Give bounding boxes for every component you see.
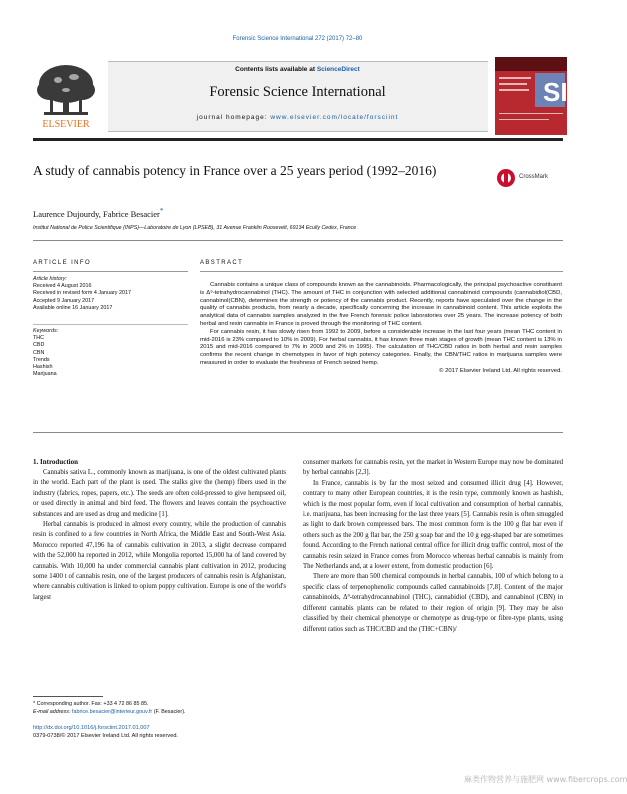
affiliation-rule [33,240,563,241]
keyword-item: CBN [33,349,45,356]
footnote-rule [33,696,103,697]
keyword-item: Hashish [33,364,53,371]
article-info-heading: ARTICLE INFO [33,260,92,266]
author-names: Laurence Dujourdy, Fabrice Besacier [33,208,160,219]
footnotes [33,700,333,716]
abstract-rule [200,271,563,272]
author-affiliation: Institut National de Police Scientifique (INPS)—Laboratoire de Lyon (LPSEB), 31 Avenue Franklin Roosevelt, 69134 Ecully Cedex, France [33,225,357,231]
homepage-prefix: journal homepage: [196,114,271,121]
contents-prefix: Contents lists available at [235,66,317,73]
keywords-rule [33,324,188,325]
keyword-item: CBD [33,342,45,349]
homepage-link[interactable]: www.elsevier.com/locate/forsciint [270,114,399,121]
abstract-paragraph: Cannabis contains a unique class of compounds known as the cannabinoids. Pharmacologically, the principal psychoactive constituent is Δ⁹-tetrahydrocannabinol (THC). The amount of THC in conjunction with selected additional cannabinoid compounds (cannabidiol(CBD, cannabinol(CBN), determines the strength or potency of the cannabis product. Recently, reports have speculated over the change in the quality of cannabis products, from nearly a decade, specifically concerning the increase in cannabinoid content. This article exploits the analytical data of cannabis samples analyzed in the five French forensic police laboratories over 25 years. The increase potency of both herbal and resin cannabis in France is proved through the monitoring of THC content. [200,282,562,327]
email-link[interactable]: fabrice.besacier@interieur.gouv.fr [71,709,153,715]
article-authors [33,207,163,219]
keywords-list [33,328,188,378]
article-history [33,276,188,312]
body-paragraph: There are more than 500 chemical compounds in herbal cannabis, 100 of which belong to a specific class of terpenophenolic compounds called cannabinoids [7,8]. Content of the major cannabinoids, Δ⁹-tetrahydrocannabinol (THC), cannabidiol (CBD), and cannabinol (CBN) in different cannabis plants can be related to their region of origin [9]. They may be also classified by their chemical phenotype or chemotype as drug-type or fibre-type plants, using different ratios such as THC/CBD and the (THC+CBN)/ [303,573,563,633]
svg-text:SI: SI [543,77,568,107]
article-info-rule [33,271,188,272]
crossmark-label: CrossMark [519,174,549,180]
corresponding-author-footnote: * Corresponding author. Fax: +33 4 72 86 85 85. [33,701,149,707]
history-accepted: Accepted 9 January 2017 [33,297,95,304]
issn-line: 0379-0738/© 2017 Elsevier Ireland Ltd. All rights reserved. [33,733,178,739]
body-paragraph: Cannabis sativa L., commonly known as marijuana, is one of the oldest cultivated plants in the world. Each part of the plant is used. The stalks give the (hemp) fibers used in the industry (fabrics, ropes, papers, etc.). The seeds are often cold-pressed to give hempseed oil, or used directly in animal and bird feed. The flowers and leaves contain the psychoactive substances and are used as drug and medicine [1]. [33,469,286,518]
section-heading-introduction: 1. Introduction [33,458,78,466]
crossmark-icon [496,168,516,188]
body-paragraph: Herbal cannabis is produced in almost every country, while the production of cannabis resin is confined to a few countries in North Africa, the Middle East and South-West Asia. Morocco reported 47,196 ha of cannabis cultivation in 2013, a slight decrease compared with the 52,000 ha reported in 2012, while Mongolia reported 15,000 ha of land covered by cannabis. With 10,000 ha under commercial cannabis plant cultivation in 2012, producing some 1400 t of cannabis resin, one of the largest producers of cannabis resin is Afghanistan, where cannabis cultivation is linked to opium poppy cultivation. Europe is one of the world's largest [33,521,286,601]
keyword-item: THC [33,335,45,342]
journal-cover-image [495,57,567,135]
keywords-label: Keywords: [33,328,59,334]
history-received: Received 4 August 2016 [33,283,92,290]
doi-link[interactable]: http://dx.doi.org/10.1016/j.forsciint.2017.01.007 [33,725,150,731]
abstract-text [200,282,562,376]
sciencedirect-link[interactable]: ScienceDirect [316,66,360,73]
abstract-end-rule [33,432,563,433]
body-column-left [33,468,286,603]
email-suffix: (F. Besacier). [152,709,186,715]
abstract-copyright: © 2017 Elsevier Ireland Ltd. All rights reserved. [439,367,562,374]
journal-citation[interactable]: Forensic Science International 272 (2017) 72–80 [232,36,363,42]
abstract-paragraph: For cannabis resin, it has slowly risen from 1992 to 2009, before a considerable increase in the last four years (mean THC content in mid-2016 is 23% compared to 10% in 2009). For herbal cannabis, it has known three main stages of growth (mean THC content is 13% in 2015 and mid-2016 compared to 7% in 2009 and 2% in 1995). The calculation of THC/CBD ratios in both herbal and resin samples confirms the recent change in chemotypes in favor of high potency categories. Finally, the CBN/THC ratios in marijuana samples were measured in order to evaluate the freshness of French seized hemp. [200,328,562,366]
history-online: Available online 16 January 2017 [33,304,113,311]
publisher-wordmark: ELSEVIER [42,119,90,130]
keyword-item: Trends [33,356,50,363]
history-revised: Received in revised form 4 January 2017 [33,290,131,297]
keyword-item: Marijuana [33,371,57,378]
corresponding-author-mark[interactable]: * [159,207,164,215]
crossmark-badge[interactable] [496,168,566,190]
body-column-right [303,458,563,635]
article-title: A study of cannabis potency in France over a 25 years period (1992–2016) [33,163,437,178]
journal-cover-art [495,57,567,135]
email-label: E-mail address: [33,709,72,715]
doi-block [33,724,178,740]
email-footnote [33,708,333,716]
body-paragraph: In France, cannabis is by far the most seized and consumed illicit drug [4]. However, contrary to many other European countries, it is the resin type, commonly known as hashish, which is the most popular form, even if local cultivation and consumption of herbal cannabis, i.e. marijuana, has been increasing for the last three years [5]. Cannabis resin is often smuggled as light to dark brown compressed bars. The most common form is the 100 g flat bar even if others such as the 200 g flat bar, the 250 g soap bar and the 10 g egg-shaped bar are sometimes found. According to the French national central office for illicit drug traffic control, most of the cannabis resin seized in France comes from Morocco whereas herbal cannabis is mainly from The Netherlands and, at a lower extent, from domestic production [6]. [303,479,563,571]
site-watermark: 麻类作物营养与施肥网 www.fibercrops.com [464,775,627,784]
history-label: Article history: [33,276,67,282]
abstract-heading: ABSTRACT [200,260,244,266]
header-rule [33,138,563,141]
body-paragraph: consumer markets for cannabis resin, yet the market in Western Europe may now be dominated by herbal cannabis [2,3]. [303,459,563,477]
journal-title: Forensic Science International [209,84,386,100]
